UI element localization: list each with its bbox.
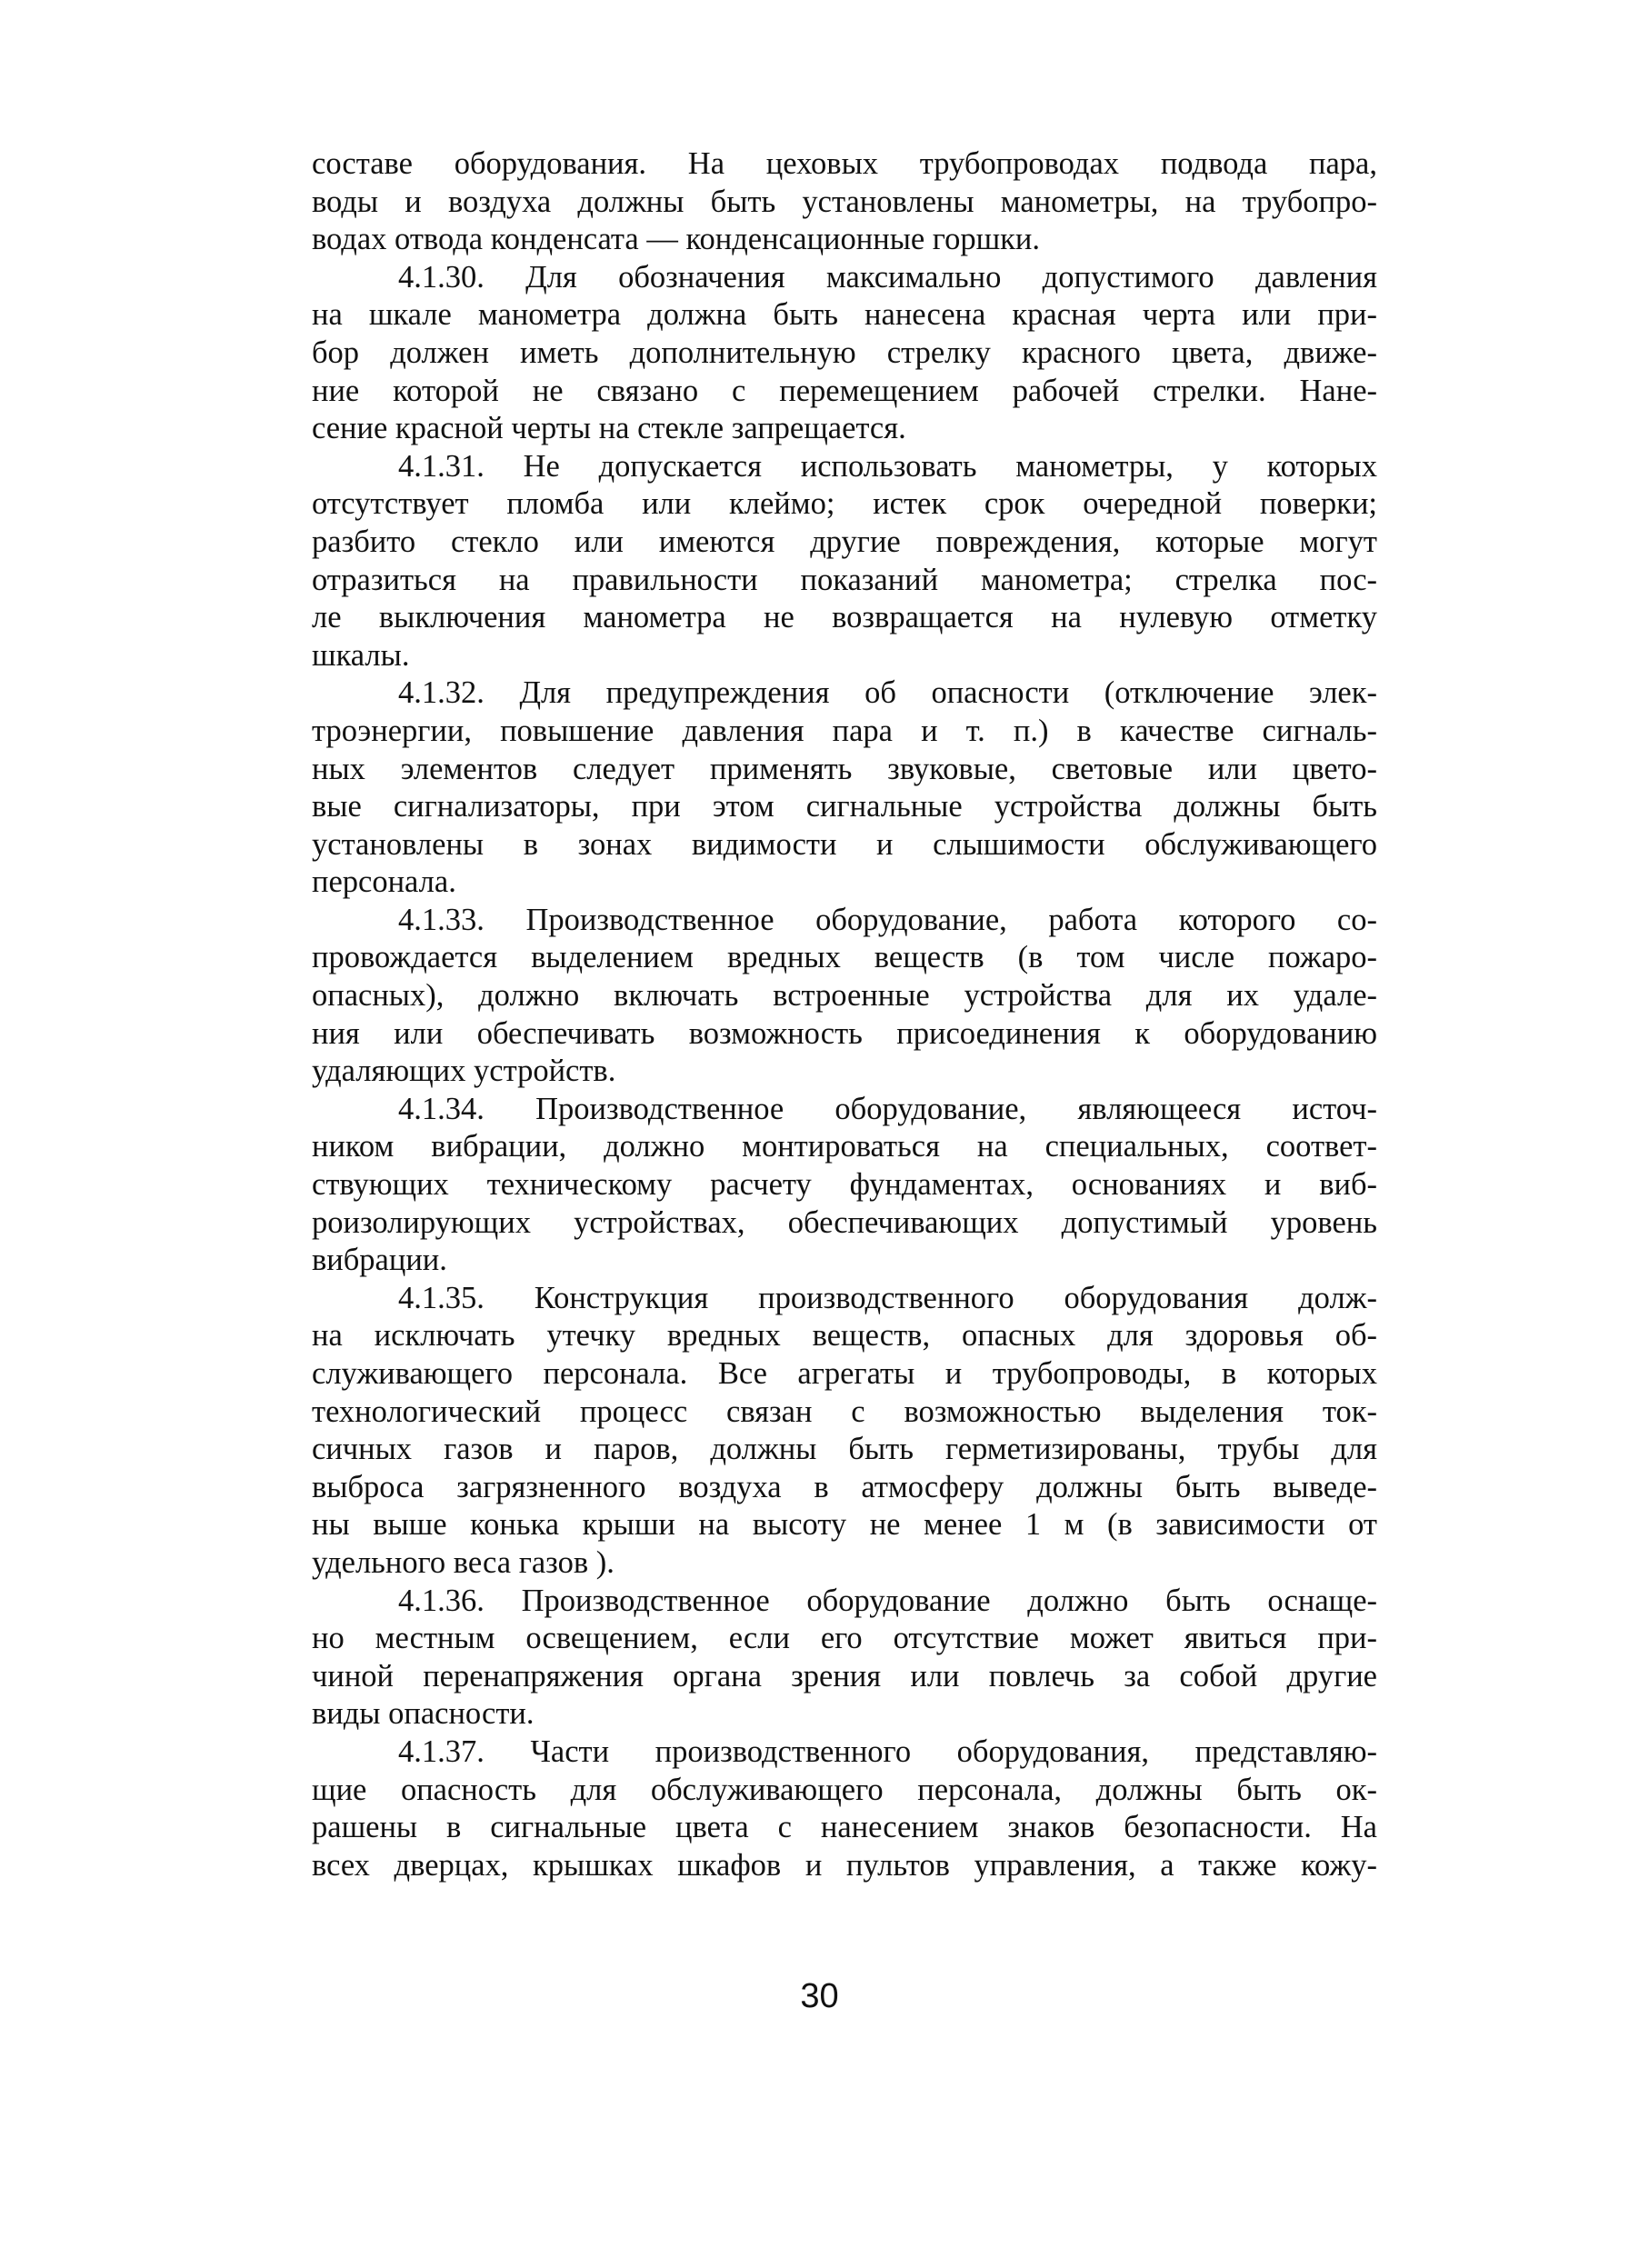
paragraph xyxy=(312,1733,1377,1884)
text-line: всех дверцах, крышках шкафов и пультов управления, а также кожу- xyxy=(312,1847,1377,1883)
text-line: ле выключения манометра не возвращается на нулевую отметку xyxy=(312,600,1377,635)
paragraph xyxy=(312,259,1377,448)
text-line: 4.1.32. Для предупреждения об опасности (отключение элек- xyxy=(398,675,1377,711)
paragraph xyxy=(312,448,1377,675)
text-line: чиной перенапряжения органа зрения или повлечь за собой другие xyxy=(312,1658,1377,1694)
text-line: 4.1.30. Для обозначения максимально допустимого давления xyxy=(398,259,1377,295)
paragraph xyxy=(312,1583,1377,1733)
text-line: на исключать утечку вредных веществ, опасных для здоровья об- xyxy=(312,1318,1377,1354)
text-line: вибрации. xyxy=(312,1243,447,1278)
paragraph xyxy=(312,145,1377,259)
text-line: 4.1.35. Конструкция производственного оборудования долж- xyxy=(398,1280,1377,1315)
text-line: на шкале манометра должна быть нанесена красная черта или при- xyxy=(312,297,1377,333)
text-line: воды и воздуха должны быть установлены манометры, на трубопро- xyxy=(312,184,1377,219)
text-line: 4.1.33. Производственное оборудование, работа которого со- xyxy=(398,902,1377,937)
text-line: опасных), должно включать встроенные устройства для их удале- xyxy=(312,978,1377,1014)
body-text xyxy=(312,145,1377,1884)
text-line: разбито стекло или имеются другие повреждения, которые могут xyxy=(312,524,1377,559)
text-line: технологический процесс связан с возможностью выделения ток- xyxy=(312,1394,1377,1429)
paragraph xyxy=(312,1280,1377,1583)
text-line: 4.1.37. Части производственного оборудования, представляю- xyxy=(398,1733,1377,1769)
paragraph xyxy=(312,902,1377,1091)
text-line: персонала. xyxy=(312,864,456,900)
text-line: ных элементов следует применять звуковые, световые или цвето- xyxy=(312,751,1377,786)
text-line: троэнергии, повышение давления пара и т. п.) в качестве сигналь- xyxy=(312,713,1377,748)
text-line: сение красной черты на стекле запрещается. xyxy=(312,411,906,446)
text-line: ны выше конька крыши на высоту не менее 1 м (в зависимости от xyxy=(312,1507,1377,1543)
text-line: водах отвода конденсата — конденсационные горшки. xyxy=(312,222,1041,257)
text-line: отсутствует пломба или клеймо; истек срок очередной поверки; xyxy=(312,486,1377,522)
text-line: выброса загрязненного воздуха в атмосферу должны быть выведе- xyxy=(312,1469,1377,1504)
text-line: ние которой не связано с перемещением рабочей стрелки. Нане- xyxy=(312,373,1377,408)
text-line: ствующих техническому расчету фундаментах, основаниях и виб- xyxy=(312,1167,1377,1203)
text-line: удельного веса газов ). xyxy=(312,1544,615,1580)
text-line: сичных газов и паров, должны быть герметизированы, трубы для xyxy=(312,1432,1377,1467)
text-line: ния или обеспечивать возможность присоединения к оборудованию xyxy=(312,1015,1377,1051)
text-line: рашены в сигнальные цвета с нанесением знаков безопасности. На xyxy=(312,1810,1377,1845)
text-line: отразиться на правильности показаний манометра; стрелка пос- xyxy=(312,562,1377,597)
page-number: 30 xyxy=(800,1977,839,2015)
text-line: удаляющих устройств. xyxy=(312,1054,616,1089)
paragraph xyxy=(312,1091,1377,1280)
text-line: роизолирующих устройствах, обеспечивающих допустимый уровень xyxy=(312,1204,1377,1240)
text-line: вые сигнализаторы, при этом сигнальные устройства должны быть xyxy=(312,789,1377,824)
text-line: ником вибрации, должно монтироваться на специальных, соответ- xyxy=(312,1129,1377,1164)
text-line: щие опасность для обслуживающего персонала, должны быть ок- xyxy=(312,1772,1377,1807)
text-line: провождается выделением вредных веществ (в том числе пожаро- xyxy=(312,940,1377,975)
text-line: но местным освещением, если его отсутствие может явиться при- xyxy=(312,1621,1377,1656)
text-line: 4.1.31. Не допускается использовать манометры, у которых xyxy=(398,448,1377,484)
text-line: составе оборудования. На цеховых трубопроводах подвода пара, xyxy=(312,146,1377,181)
text-line: бор должен иметь дополнительную стрелку красного цвета, движе- xyxy=(312,335,1377,370)
text-line: 4.1.36. Производственное оборудование должно быть оснаще- xyxy=(398,1583,1377,1618)
text-line: служивающего персонала. Все агрегаты и трубопроводы, в которых xyxy=(312,1356,1377,1391)
text-line: шкалы. xyxy=(312,637,410,673)
text-line: 4.1.34. Производственное оборудование, являющееся источ- xyxy=(398,1091,1377,1126)
text-line: установлены в зонах видимости и слышимости обслуживающего xyxy=(312,826,1377,862)
text-line: виды опасности. xyxy=(312,1696,535,1732)
paragraph xyxy=(312,674,1377,902)
